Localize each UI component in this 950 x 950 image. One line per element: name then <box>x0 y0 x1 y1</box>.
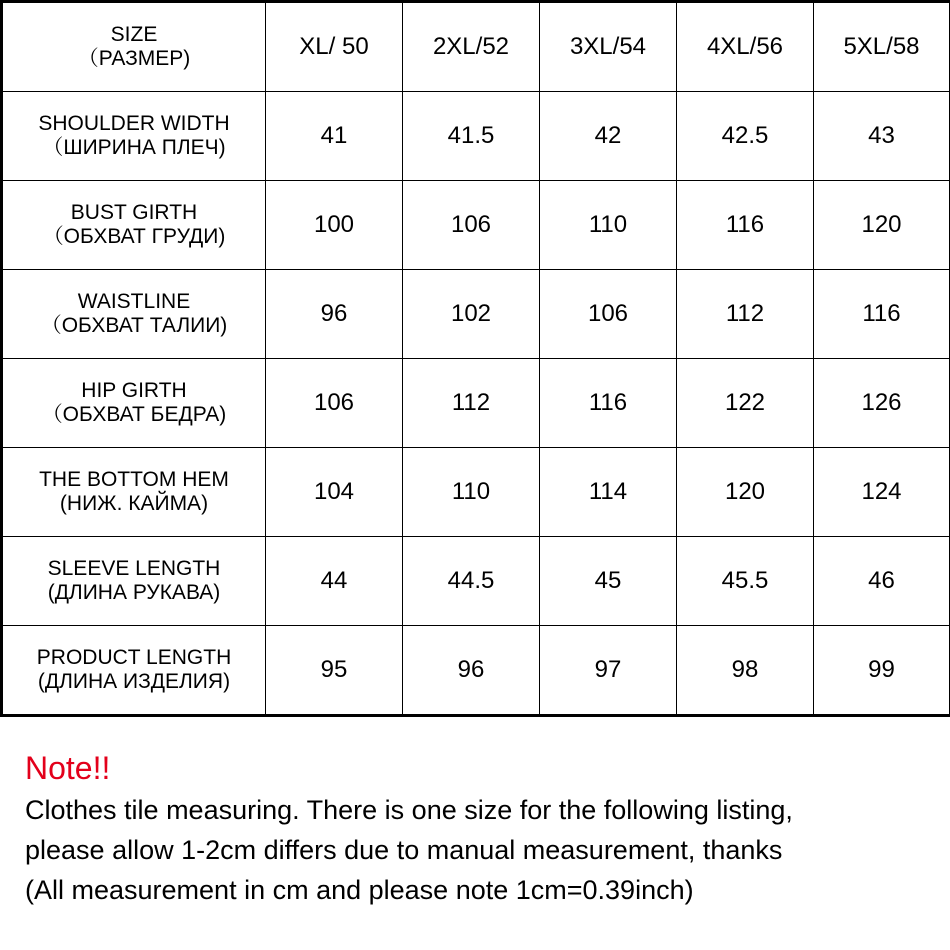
note-line-1: Clothes tile measuring. There is one size for the following listing, <box>25 795 793 825</box>
measurement-value-cell: 96 <box>266 270 403 359</box>
measurement-label-ru: (НИЖ. КАЙМА) <box>59 492 209 515</box>
measurement-value-cell: 96 <box>403 626 540 716</box>
measurement-label-en: PRODUCT LENGTH <box>36 646 232 669</box>
measurement-value-cell: 100 <box>266 181 403 270</box>
measurement-label-en: WAISTLINE <box>77 290 191 313</box>
measurement-label-ru: （ОБХВАТ ТАЛИИ) <box>40 314 228 337</box>
table-row <box>2 626 950 716</box>
size-header-label-en: SIZE <box>110 23 158 46</box>
measurement-value-cell: 112 <box>677 270 814 359</box>
measurement-value-cell: 43 <box>814 92 950 181</box>
measurement-label-cell <box>2 626 266 716</box>
measurement-label-cell <box>2 448 266 537</box>
measurement-value-cell: 106 <box>403 181 540 270</box>
measurement-label-cell <box>2 92 266 181</box>
measurement-value-cell: 42.5 <box>677 92 814 181</box>
measurement-value-cell: 114 <box>540 448 677 537</box>
table-row <box>2 270 950 359</box>
size-chart-body <box>2 2 950 716</box>
size-column-header: XL/ 50 <box>266 2 403 92</box>
size-column-header: 2XL/52 <box>403 2 540 92</box>
measurement-label-ru: （ОБХВАТ БЕДРА) <box>41 403 227 426</box>
measurement-value-cell: 106 <box>266 359 403 448</box>
table-row <box>2 537 950 626</box>
measurement-value-cell: 102 <box>403 270 540 359</box>
measurement-label-ru: (ДЛИНА ИЗДЕЛИЯ) <box>37 670 231 693</box>
measurement-value-cell: 95 <box>266 626 403 716</box>
measurement-value-cell: 45.5 <box>677 537 814 626</box>
size-column-header: 5XL/58 <box>814 2 950 92</box>
size-column-header: 4XL/56 <box>677 2 814 92</box>
note-section <box>25 748 945 910</box>
measurement-value-cell: 110 <box>540 181 677 270</box>
measurement-value-cell: 110 <box>403 448 540 537</box>
measurement-value-cell: 116 <box>814 270 950 359</box>
measurement-value-cell: 116 <box>540 359 677 448</box>
measurement-label-ru: (ДЛИНА РУКАВА) <box>47 581 221 604</box>
measurement-label-ru: （ШИРИНА ПЛЕЧ) <box>42 136 226 159</box>
measurement-value-cell: 124 <box>814 448 950 537</box>
table-row <box>2 448 950 537</box>
measurement-label-cell <box>2 359 266 448</box>
measurement-value-cell: 45 <box>540 537 677 626</box>
table-row <box>2 181 950 270</box>
measurement-value-cell: 99 <box>814 626 950 716</box>
note-line-2: please allow 1-2cm differs due to manual measurement, thanks <box>25 835 783 865</box>
measurement-value-cell: 42 <box>540 92 677 181</box>
measurement-label-en: HIP GIRTH <box>81 379 187 402</box>
measurement-value-cell: 120 <box>814 181 950 270</box>
table-row <box>2 92 950 181</box>
measurement-label-en: THE BOTTOM HEM <box>39 468 229 491</box>
size-column-header: 3XL/54 <box>540 2 677 92</box>
note-title: Note!! <box>25 750 111 786</box>
measurement-label-cell <box>2 181 266 270</box>
measurement-value-cell: 46 <box>814 537 950 626</box>
measurement-label-en: SHOULDER WIDTH <box>38 112 230 135</box>
measurement-value-cell: 41.5 <box>403 92 540 181</box>
measurement-value-cell: 106 <box>540 270 677 359</box>
measurement-value-cell: 104 <box>266 448 403 537</box>
measurement-label-en: BUST GIRTH <box>70 201 198 224</box>
size-header-label-ru: （РАЗМЕР) <box>77 47 191 70</box>
measurement-value-cell: 126 <box>814 359 950 448</box>
measurement-label-cell <box>2 537 266 626</box>
note-line-3: (All measurement in cm and please note 1cm=0.39inch) <box>25 875 694 905</box>
measurement-value-cell: 122 <box>677 359 814 448</box>
measurement-value-cell: 112 <box>403 359 540 448</box>
measurement-value-cell: 41 <box>266 92 403 181</box>
measurement-value-cell: 97 <box>540 626 677 716</box>
measurement-label-cell <box>2 270 266 359</box>
measurement-value-cell: 44 <box>266 537 403 626</box>
measurement-value-cell: 44.5 <box>403 537 540 626</box>
measurement-label-en: SLEEVE LENGTH <box>47 557 221 580</box>
table-row <box>2 359 950 448</box>
measurement-value-cell: 120 <box>677 448 814 537</box>
measurement-value-cell: 98 <box>677 626 814 716</box>
measurement-value-cell: 116 <box>677 181 814 270</box>
header-row <box>2 2 950 92</box>
size-header-label-cell <box>2 2 266 92</box>
measurement-label-ru: （ОБХВАТ ГРУДИ) <box>42 225 226 248</box>
